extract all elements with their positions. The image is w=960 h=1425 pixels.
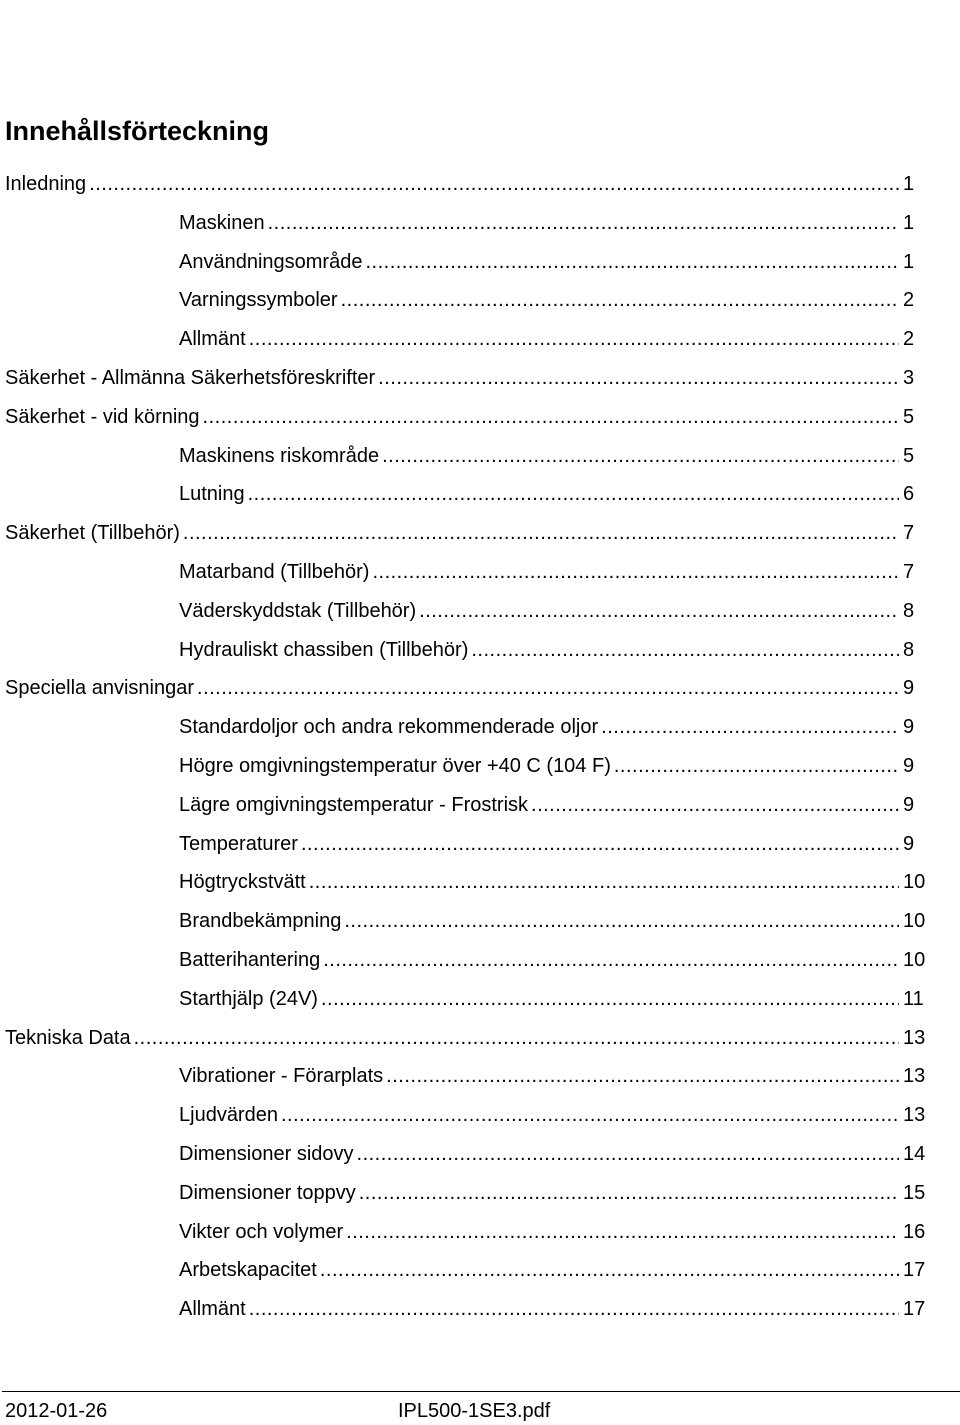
toc-entry-page-number: 16 [903, 1220, 926, 1243]
toc-entry-label: Allmänt [179, 1298, 246, 1321]
toc-entry-page-number: 5 [903, 444, 915, 467]
toc-entry[interactable] [0, 320, 960, 359]
toc-entry[interactable] [0, 553, 960, 592]
toc-dot-leader [89, 165, 899, 204]
toc-entry[interactable] [0, 863, 960, 902]
toc-dot-leader [378, 359, 899, 398]
footer-divider [2, 1391, 960, 1392]
toc-dot-leader [531, 786, 899, 825]
toc-dot-leader [248, 475, 899, 514]
footer-filename: IPL500-1SE3.pdf [398, 1400, 551, 1422]
toc-entry[interactable] [0, 437, 960, 476]
toc-entry[interactable] [0, 475, 960, 514]
toc-entry[interactable] [0, 631, 960, 670]
toc-entry-label: Ljudvärden [179, 1104, 278, 1127]
toc-dot-leader [372, 553, 899, 592]
toc-entry-label: Lutning [179, 483, 245, 506]
toc-dot-leader [249, 320, 899, 359]
toc-entry-label: Arbetskapacitet [179, 1259, 317, 1282]
toc-entry-page-number: 10 [903, 871, 926, 894]
toc-entry-label: Brandbekämpning [179, 910, 342, 933]
toc-entry-label: Väderskyddstak (Tillbehör) [179, 599, 417, 622]
toc-dot-leader [359, 1174, 899, 1213]
toc-entry[interactable] [0, 592, 960, 631]
toc-entry[interactable] [0, 1251, 960, 1290]
toc-entry-page-number: 7 [903, 560, 915, 583]
toc-entry[interactable] [0, 1019, 960, 1058]
toc-dot-leader [419, 592, 899, 631]
toc-entry-label: Batterihantering [179, 948, 321, 971]
toc-dot-leader [346, 1213, 899, 1252]
toc-entry-label: Vikter och volymer [179, 1220, 344, 1243]
toc-entry[interactable] [0, 980, 960, 1019]
toc-dot-leader [249, 1290, 899, 1329]
toc-dot-leader [601, 708, 899, 747]
toc-entry-label: Starthjälp (24V) [179, 987, 318, 1010]
toc-dot-leader [344, 902, 899, 941]
toc-entry-label: Användningsområde [179, 250, 363, 273]
toc-entry-label: Säkerhet - Allmänna Säkerhetsföreskrifter [5, 366, 376, 389]
toc-entry-label: Matarband (Tillbehör) [179, 560, 370, 583]
toc-entry-page-number: 15 [903, 1181, 926, 1204]
toc-dot-leader [321, 980, 899, 1019]
table-of-contents [0, 165, 960, 1329]
toc-entry-label: Dimensioner sidovy [179, 1142, 354, 1165]
toc-dot-leader [357, 1135, 899, 1174]
toc-dot-leader [341, 281, 899, 320]
toc-entry[interactable] [0, 204, 960, 243]
toc-entry[interactable] [0, 1213, 960, 1252]
toc-entry[interactable] [0, 165, 960, 204]
toc-entry[interactable] [0, 1174, 960, 1213]
toc-dot-leader [301, 825, 899, 864]
toc-entry-page-number: 17 [903, 1298, 926, 1321]
toc-entry-page-number: 3 [903, 366, 915, 389]
toc-entry-page-number: 2 [903, 328, 915, 351]
toc-entry-page-number: 11 [903, 987, 924, 1010]
toc-dot-leader [614, 747, 899, 786]
toc-dot-leader [320, 1251, 899, 1290]
toc-entry[interactable] [0, 825, 960, 864]
toc-entry[interactable] [0, 1057, 960, 1096]
toc-entry-label: Säkerhet (Tillbehör) [5, 522, 180, 545]
toc-entry-page-number: 6 [903, 483, 915, 506]
toc-dot-leader [386, 1057, 899, 1096]
toc-entry-label: Temperaturer [179, 832, 298, 855]
toc-dot-leader [197, 669, 899, 708]
toc-dot-leader [382, 437, 899, 476]
page-title: Innehållsförteckning [5, 116, 270, 146]
toc-entry-label: Tekniska Data [5, 1026, 131, 1049]
toc-dot-leader [203, 398, 899, 437]
toc-entry-page-number: 9 [903, 716, 915, 739]
toc-entry-page-number: 17 [903, 1259, 926, 1282]
toc-entry-page-number: 10 [903, 910, 926, 933]
toc-entry[interactable] [0, 1096, 960, 1135]
toc-dot-leader [183, 514, 899, 553]
toc-entry-page-number: 5 [903, 405, 915, 428]
toc-entry-page-number: 9 [903, 793, 915, 816]
toc-dot-leader [365, 243, 899, 282]
toc-entry-label: Dimensioner toppvy [179, 1181, 356, 1204]
toc-entry-page-number: 2 [903, 289, 915, 312]
toc-entry[interactable] [0, 669, 960, 708]
toc-entry[interactable] [0, 359, 960, 398]
toc-entry-label: Inledning [5, 173, 87, 195]
toc-entry[interactable] [0, 786, 960, 825]
toc-entry-label: Standardoljor och andra rekommenderade oljor [179, 716, 599, 739]
toc-dot-leader [323, 941, 899, 980]
toc-entry-label: Lägre omgivningstemperatur - Frostrisk [179, 793, 529, 816]
toc-entry[interactable] [0, 514, 960, 553]
toc-entry-label: Varningssymboler [179, 289, 338, 312]
toc-entry-page-number: 10 [903, 948, 926, 971]
toc-entry-page-number: 8 [903, 638, 915, 661]
toc-entry[interactable] [0, 708, 960, 747]
toc-entry-page-number: 14 [903, 1142, 926, 1165]
toc-entry-page-number: 13 [903, 1026, 926, 1049]
toc-entry-page-number: 13 [903, 1104, 926, 1127]
toc-entry-page-number: 13 [903, 1065, 926, 1088]
toc-entry-page-number: 1 [903, 250, 915, 273]
toc-entry-label: Maskinens riskområde [179, 444, 380, 467]
toc-entry-page-number: 9 [903, 754, 915, 777]
toc-entry[interactable] [0, 281, 960, 320]
toc-entry-label: Vibrationer - Förarplats [179, 1065, 384, 1088]
toc-entry[interactable] [0, 747, 960, 786]
toc-entry-page-number: 1 [903, 173, 915, 195]
toc-entry-page-number: 7 [903, 522, 915, 545]
toc-dot-leader [281, 1096, 899, 1135]
toc-entry-label: Allmänt [179, 328, 246, 351]
toc-entry-label: Högre omgivningstemperatur över +40 C (104 F) [179, 754, 611, 777]
footer-date: 2012-01-26 [5, 1400, 108, 1422]
toc-entry[interactable] [0, 243, 960, 282]
toc-entry[interactable] [0, 941, 960, 980]
toc-dot-leader [268, 204, 899, 243]
toc-entry[interactable] [0, 1135, 960, 1174]
toc-entry[interactable] [0, 902, 960, 941]
toc-entry-page-number: 9 [903, 677, 915, 700]
toc-entry[interactable] [0, 398, 960, 437]
toc-entry-label: Maskinen [179, 211, 265, 234]
toc-entry-label: Speciella anvisningar [5, 677, 195, 700]
toc-dot-leader [134, 1019, 899, 1058]
toc-entry-label: Hydrauliskt chassiben (Tillbehör) [179, 638, 469, 661]
toc-dot-leader [309, 863, 899, 902]
toc-entry-label: Högtryckstvätt [179, 871, 306, 894]
toc-entry[interactable] [0, 1290, 960, 1329]
toc-entry-page-number: 8 [903, 599, 915, 622]
toc-dot-leader [471, 631, 899, 670]
toc-entry-page-number: 1 [903, 211, 915, 234]
toc-entry-label: Säkerhet - vid körning [5, 405, 200, 428]
toc-entry-page-number: 9 [903, 832, 915, 855]
